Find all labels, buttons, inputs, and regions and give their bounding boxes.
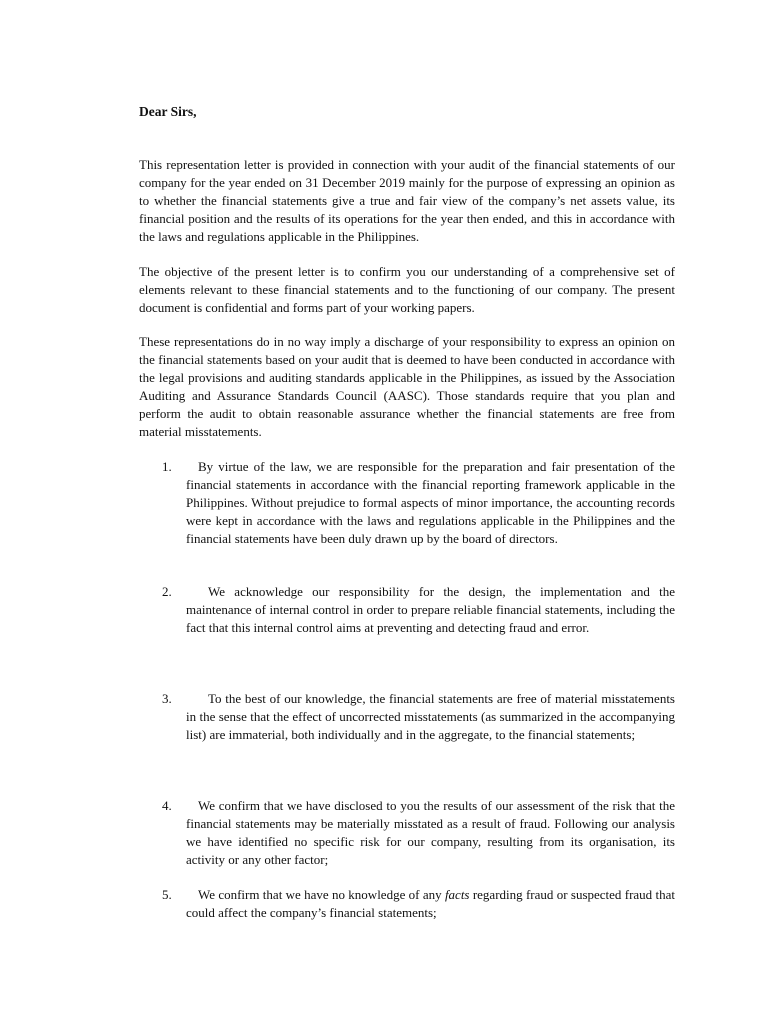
- paragraph-objective: The objective of the present letter is to confirm you our understanding of a comprehensive set of elements relevant to these financial statements and to the functioning of our company. The present document is confidential and forms part of your working papers.: [139, 264, 675, 315]
- salutation: Dear Sirs,: [139, 104, 197, 119]
- list-item-text-after: regarding fraud or suspected fraud that could affect the company’s financial statements;: [186, 887, 675, 920]
- list-item-text-emphasis: facts: [444, 887, 470, 902]
- list-item-text: By virtue of the law, we are responsible for the preparation and fair presentation of the financial statements in accordance with the financial reporting framework applicable in the Philippines. Without prejudice to formal aspects of minor importance, the accounting records were kept in accordance with the laws and regulations applicable in the Philippines and the financial statements have been duly drawn up by the board of directors.: [186, 459, 675, 546]
- list-item-text: We confirm that we have disclosed to you the results of our assessment of the risk that the financial statements may be materially misstated as a result of fraud. Following our analysis we have identified no specific risk for our company, resulting from its organisation, its activity or any other factor;: [186, 798, 675, 867]
- list-item-number: 5.: [162, 887, 172, 902]
- list-item: [162, 458, 675, 548]
- list-item: [162, 690, 675, 744]
- list-item: [162, 583, 675, 637]
- paragraph-purpose: This representation letter is provided in connection with your audit of the financial statements of our company for the year ended on 31 December 2019 mainly for the purpose of expressing an opinion as to whether the financial statements give a true and fair view of the company’s net assets value, its financial position and the results of its operations for the year then ended, and this in accordance with the laws and regulations applicable in the Philippines.: [139, 157, 675, 244]
- list-item-text: We acknowledge our responsibility for the design, the implementation and the maintenance of internal control in order to prepare reliable financial statements, including the fact that this internal control aims at preventing and detecting fraud and error.: [186, 584, 675, 635]
- paragraph-responsibility: These representations do in no way imply a discharge of your responsibility to express an opinion on the financial statements based on your audit that is deemed to have been conducted in accordance with the legal provisions and auditing standards applicable in the Philippines, as issued by the Association Auditing and Assurance Standards Council (AASC). Those standards require that you plan and perform the audit to obtain reasonable assurance whether the financial statements are free from material misstatements.: [139, 334, 675, 439]
- list-item: [162, 886, 675, 922]
- list-item-number: 2.: [162, 584, 172, 599]
- list-item-number: 1.: [162, 459, 172, 474]
- list-item-text: To the best of our knowledge, the financial statements are free of material misstatements in the sense that the effect of uncorrected misstatements (as summarized in the accompanying list) are immaterial, both individually and in the aggregate, to the financial statements;: [186, 691, 675, 742]
- list-item-number: 3.: [162, 691, 172, 706]
- list-item-text-before: We confirm that we have no knowledge of any: [198, 887, 445, 902]
- list-item-number: 4.: [162, 798, 172, 813]
- list-item: [162, 797, 675, 869]
